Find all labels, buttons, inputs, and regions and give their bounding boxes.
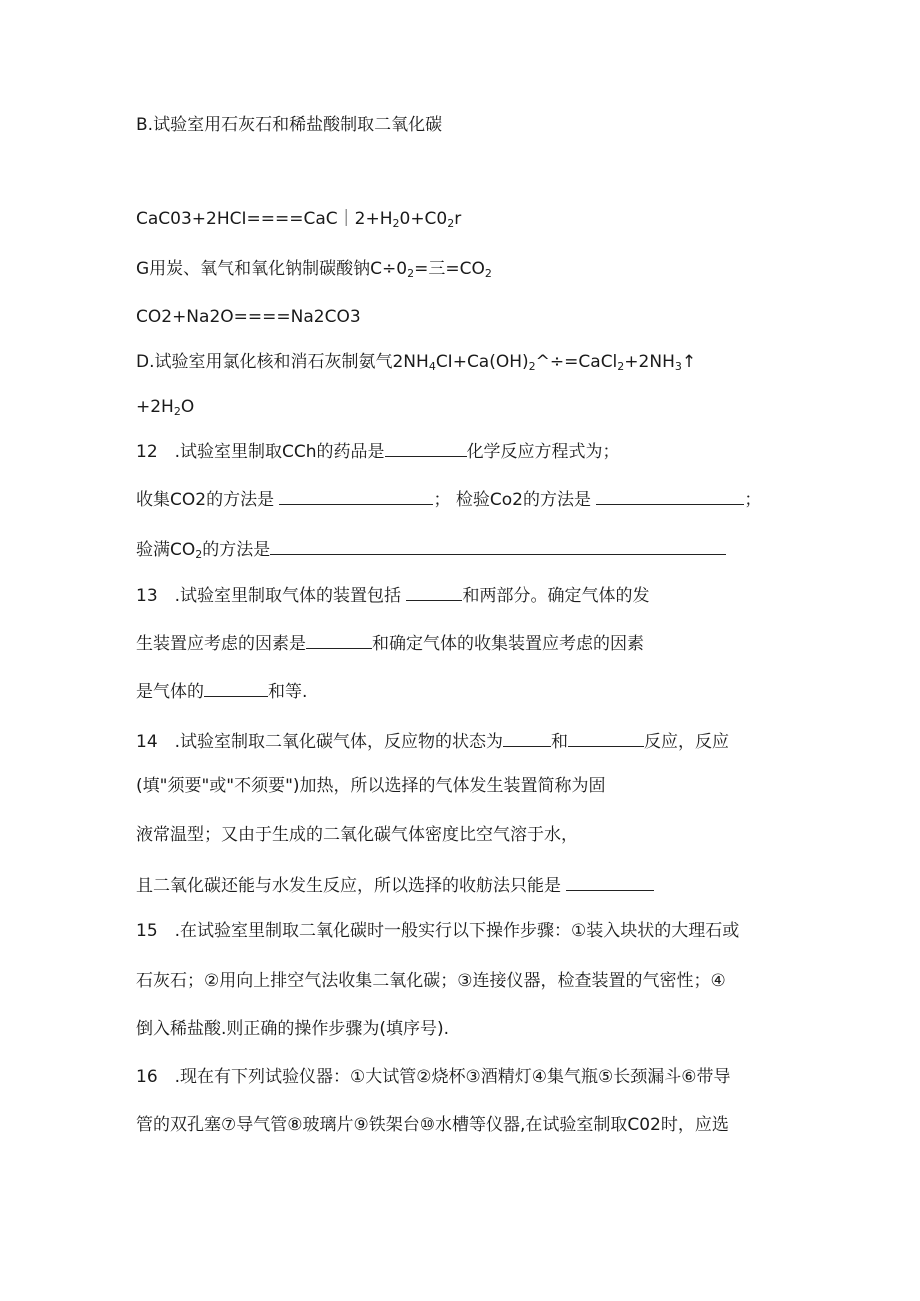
question-12-line-3: 验满$CO_2$的方法是: [136, 536, 726, 561]
option-d-equation: $+2H_2O$: [136, 397, 195, 418]
option-c-title: G用炭、氧气和氧化钠制碳酸钠$C\div 0_2=$三$=CO_2$: [136, 259, 492, 280]
question-14-line-3: 液常温型；又由于生成的二氧化碳气体密度比空气溶于水，: [136, 825, 578, 845]
option-d-title: D.试验室用氯化核和消石灰制氨气$2NH_4CI+Ca(OH)_2\^{}\div=CaCl_2+2NH_3↑$: [136, 352, 697, 373]
question-12-line-2: 收集CO2的方法是 ； 检验Co2的方法是 ；: [136, 486, 761, 511]
answer-blank[interactable]: [406, 582, 462, 601]
question-14-line-1: 14 .试验室制取二氧化碳气体，反应物的状态为 和 反应，反应: [136, 728, 729, 753]
question-14-line-4: 且二氧化碳还能与水发生反应，所以选择的收舫法只能是: [136, 872, 654, 897]
answer-blank[interactable]: [279, 486, 433, 505]
question-13-line-2: 生装置应考虑的因素是 和确定气体的收集装置应考虑的因素: [136, 630, 644, 655]
question-13-line-1: 13 .试验室里制取气体的装置包括 和两部分。确定气体的发: [136, 582, 649, 607]
answer-blank[interactable]: [204, 678, 268, 697]
answer-blank[interactable]: [503, 728, 551, 747]
question-16-line-2: 管的双孔塞⑦导气管⑧玻璃片⑨铁架台⑩水槽等仪器,在试验室制取C02时，应选: [136, 1115, 729, 1135]
option-b-title: B.试验室用石灰石和稀盐酸制取二氧化碳: [136, 115, 443, 135]
option-b-equation: $CaC03+2HCI====CaC|2+H_20+C0_2r$: [136, 209, 462, 230]
option-c-equation: CO2+Na2O====Na2CO3: [136, 307, 361, 327]
answer-blank[interactable]: [270, 536, 726, 555]
answer-blank[interactable]: [306, 630, 372, 649]
question-14-line-2: (填"须要"或"不须要")加热，所以选择的气体发生装置简称为固: [136, 776, 606, 796]
answer-blank[interactable]: [596, 486, 744, 505]
question-12-line-1: 12 .试验室里制取CCh的药品是 化学反应方程式为；: [136, 438, 620, 463]
answer-blank[interactable]: [568, 728, 644, 747]
question-15-line-1: 15 .在试验室里制取二氧化碳时一般实行以下操作步骤：①装入块状的大理石或: [136, 921, 740, 941]
question-16-line-1: 16 .现在有下列试验仪器：①大试管②烧杯③酒精灯④集气瓶⑤长颈漏斗⑥带导: [136, 1067, 731, 1087]
question-15-line-2: 石灰石；②用向上排空气法收集二氧化碳；③连接仪器，检查装置的气密性；④: [136, 971, 726, 991]
question-13-line-3: 是气体的 和等.: [136, 678, 307, 703]
question-15-line-3: 倒入稀盐酸.则正确的操作步骤为(填序号).: [136, 1019, 450, 1039]
answer-blank[interactable]: [566, 872, 654, 891]
answer-blank[interactable]: [385, 438, 467, 457]
